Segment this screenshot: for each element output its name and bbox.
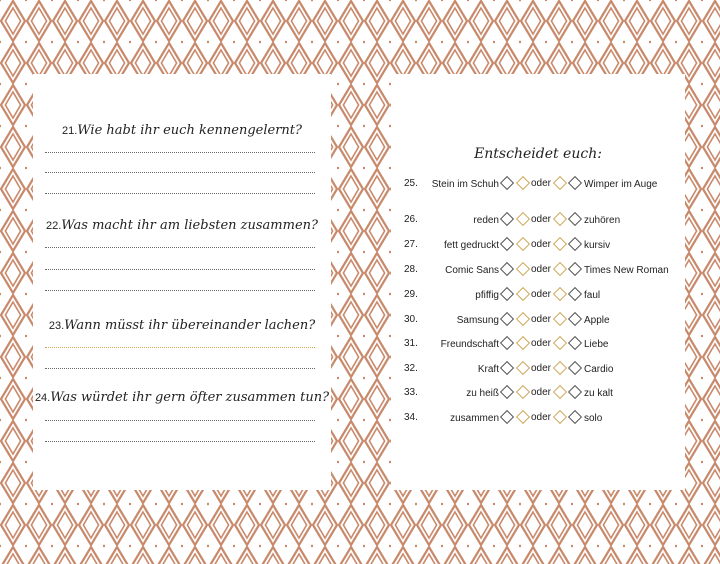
choice-a-diamond-icon[interactable] bbox=[500, 176, 514, 190]
choice-b-diamond-icon[interactable] bbox=[568, 410, 582, 424]
choice-b-diamond-icon[interactable] bbox=[568, 385, 582, 399]
accent-diamond-icon bbox=[516, 361, 530, 375]
answer-line[interactable] bbox=[45, 290, 315, 291]
choice-b-diamond-icon[interactable] bbox=[568, 361, 582, 375]
accent-diamond-icon bbox=[516, 312, 530, 326]
choice-row: 33. zu heiß oder zu kalt bbox=[391, 383, 685, 405]
choice-a-diamond-icon[interactable] bbox=[500, 237, 514, 251]
accent-diamond-icon bbox=[553, 336, 567, 350]
accent-diamond-icon bbox=[516, 385, 530, 399]
answer-line[interactable] bbox=[45, 193, 315, 194]
choice-row: 30. Samsung oder Apple bbox=[391, 310, 685, 332]
choice-row: 34. zusammen oder solo bbox=[391, 408, 685, 430]
answer-line[interactable] bbox=[45, 347, 315, 348]
accent-diamond-icon bbox=[553, 212, 567, 226]
accent-diamond-icon bbox=[553, 287, 567, 301]
choice-row: 31. Freundschaft oder Liebe bbox=[391, 334, 685, 356]
accent-diamond-icon bbox=[516, 336, 530, 350]
choice-a-diamond-icon[interactable] bbox=[500, 385, 514, 399]
choice-a-diamond-icon[interactable] bbox=[500, 287, 514, 301]
answer-line[interactable] bbox=[45, 368, 315, 369]
accent-diamond-icon bbox=[516, 287, 530, 301]
answer-line[interactable] bbox=[45, 441, 315, 442]
accent-diamond-icon bbox=[516, 410, 530, 424]
choice-row: 27. fett gedruckt oder kursiv bbox=[391, 235, 685, 257]
left-page bbox=[33, 74, 331, 490]
choice-b-diamond-icon[interactable] bbox=[568, 312, 582, 326]
choice-b-diamond-icon[interactable] bbox=[568, 262, 582, 276]
choice-row: 32. Kraft oder Cardio bbox=[391, 359, 685, 381]
question-21: 21.Wie habt ihr euch kennengelernt? bbox=[62, 123, 302, 138]
accent-diamond-icon bbox=[553, 410, 567, 424]
accent-diamond-icon bbox=[553, 312, 567, 326]
choice-row: 26. reden oder zuhören bbox=[391, 210, 685, 232]
choice-b-diamond-icon[interactable] bbox=[568, 176, 582, 190]
question-24: 24.Was würdet ihr gern öfter zusammen tun? bbox=[34, 390, 330, 405]
answer-line[interactable] bbox=[45, 172, 315, 173]
choice-a-diamond-icon[interactable] bbox=[500, 262, 514, 276]
accent-diamond-icon bbox=[516, 212, 530, 226]
answer-line[interactable] bbox=[45, 247, 315, 248]
choice-row: 28. Comic Sans oder Times New Roman bbox=[391, 260, 685, 282]
accent-diamond-icon bbox=[553, 237, 567, 251]
choice-b-diamond-icon[interactable] bbox=[568, 212, 582, 226]
choice-a-diamond-icon[interactable] bbox=[500, 312, 514, 326]
accent-diamond-icon bbox=[553, 262, 567, 276]
page-heading: Entscheidet euch: bbox=[474, 146, 602, 162]
choice-b-diamond-icon[interactable] bbox=[568, 287, 582, 301]
accent-diamond-icon bbox=[516, 176, 530, 190]
choice-a-diamond-icon[interactable] bbox=[500, 336, 514, 350]
accent-diamond-icon bbox=[516, 262, 530, 276]
accent-diamond-icon bbox=[553, 385, 567, 399]
choice-row: 25. Stein im Schuh oder Wimper im Auge bbox=[391, 174, 685, 196]
choice-a-diamond-icon[interactable] bbox=[500, 361, 514, 375]
choice-b-diamond-icon[interactable] bbox=[568, 336, 582, 350]
question-22: 22.Was macht ihr am liebsten zusammen? bbox=[45, 218, 318, 233]
answer-line[interactable] bbox=[45, 269, 315, 270]
choice-a-diamond-icon[interactable] bbox=[500, 212, 514, 226]
choice-a-diamond-icon[interactable] bbox=[500, 410, 514, 424]
accent-diamond-icon bbox=[553, 361, 567, 375]
choice-row: 29. pfiffig oder faul bbox=[391, 285, 685, 307]
choice-b-diamond-icon[interactable] bbox=[568, 237, 582, 251]
question-23: 23.Wann müsst ihr übereinander lachen? bbox=[48, 318, 316, 333]
accent-diamond-icon bbox=[553, 176, 567, 190]
right-page bbox=[391, 74, 685, 490]
answer-line[interactable] bbox=[45, 420, 315, 421]
accent-diamond-icon bbox=[516, 237, 530, 251]
answer-line[interactable] bbox=[45, 152, 315, 153]
